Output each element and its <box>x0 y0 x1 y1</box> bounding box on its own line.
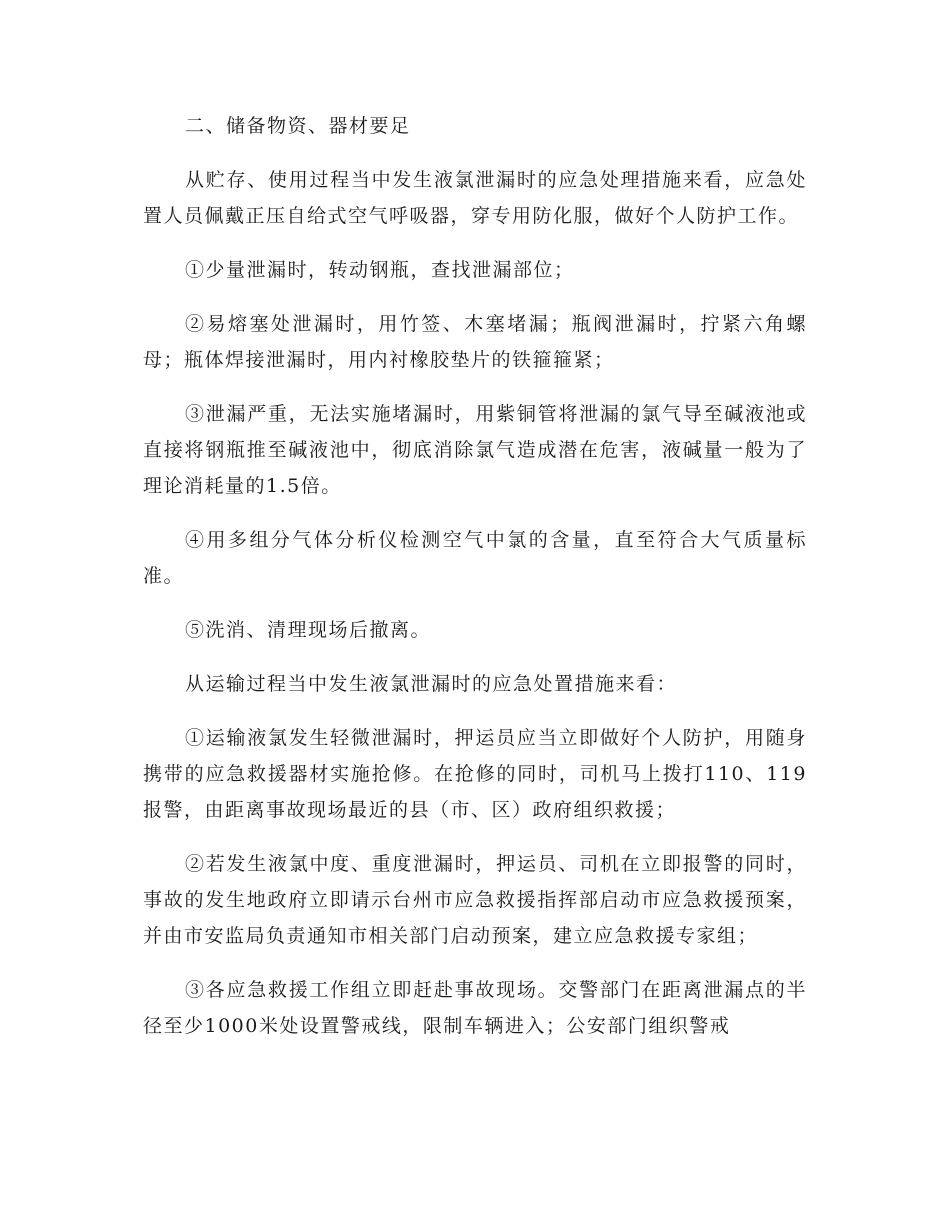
list-item-storage-2: ②易熔塞处泄漏时，用竹签、木塞堵漏；瓶阀泄漏时，拧紧六角螺母；瓶体焊接泄漏时，用内衬橡胶垫片的铁箍箍紧； <box>143 313 807 371</box>
list-item-storage-4: ④用多组分气体分析仪检测空气中氯的含量，直至符合大气质量标准。 <box>143 529 807 587</box>
section-heading: 二、储备物资、器材要足 <box>185 115 411 137</box>
list-item-transport-2: ②若发生液氯中度、重度泄漏时，押运员、司机在立即报警的同时，事故的发生地政府立即请示台州市应急救援指挥部启动市应急救援预案，并由市安监局负责通知市相关部门启动预案，建立应急救援专家组； <box>143 853 807 947</box>
paragraph-transport-measures: 从运输过程当中发生液氯泄漏时的应急处置措施来看： <box>185 673 678 695</box>
list-item-storage-1: ①少量泄漏时，转动钢瓶，查找泄漏部位； <box>185 259 575 281</box>
list-item-storage-3: ③泄漏严重，无法实施堵漏时，用紫铜管将泄漏的氯气导至碱液池或直接将钢瓶推至碱液池中，彻底消除氯气造成潜在危害，液碱量一般为了理论消耗量的1.5倍。 <box>143 403 807 497</box>
list-item-transport-3: ③各应急救援工作组立即赶赴事故现场。交警部门在距离泄漏点的半径至少1000米处设置警戒线，限制车辆进入；公安部门组织警戒 <box>143 979 807 1037</box>
list-item-transport-1: ①运输液氯发生轻微泄漏时，押运员应当立即做好个人防护，用随身携带的应急救援器材实施抢修。在抢修的同时，司机马上拨打110、119报警，由距离事故现场最近的县（市、区）政府组织救援； <box>143 727 807 821</box>
list-item-storage-5: ⑤洗消、清理现场后撤离。 <box>185 619 432 641</box>
paragraph-storage-measures: 从贮存、使用过程当中发生液氯泄漏时的应急处理措施来看，应急处置人员佩戴正压自给式空气呼吸器，穿专用防化服，做好个人防护工作。 <box>143 169 807 227</box>
